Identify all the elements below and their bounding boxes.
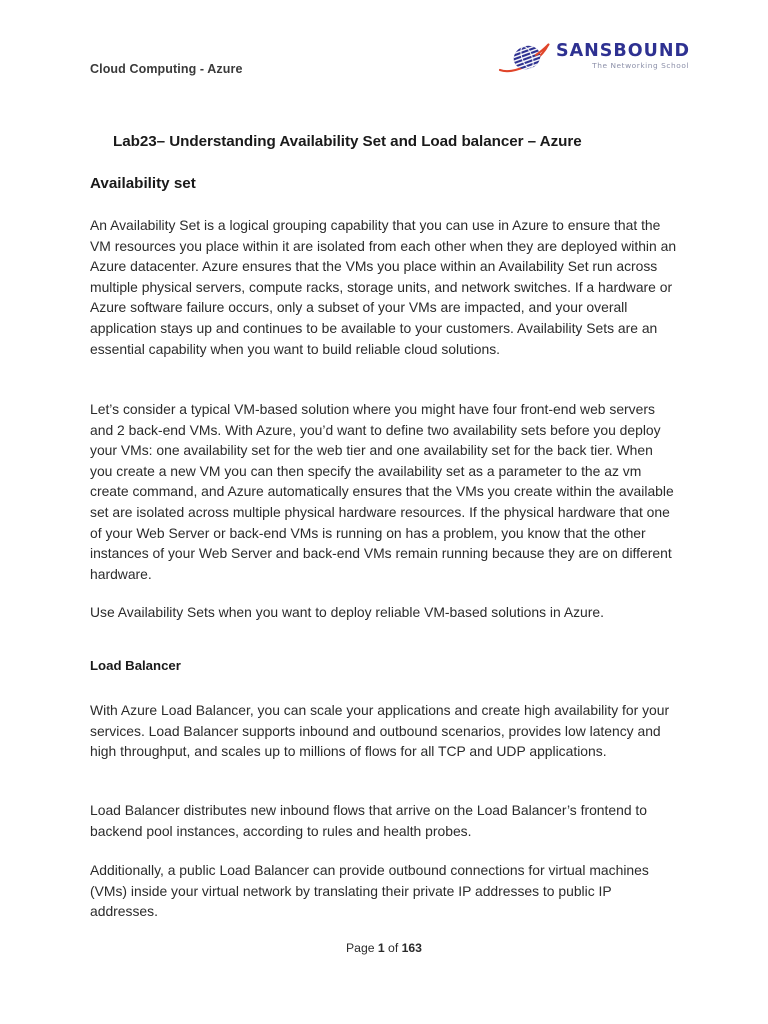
paragraph-availability-set-3: Use Availability Sets when you want to deploy reliable VM-based solutions in Azure. <box>90 604 604 620</box>
paragraph-availability-set-2: Let’s consider a typical VM-based solution where you might have four front-end web servers and 2 back-end VMs. With Azure, you’d want to define two availability sets before you deploy your VMs: one availability set for the web tier and one availability set for the back tier. When you create a new VM you can then specify the availability set as a parameter to the az vm create command, and Azure automatically ensures that the VMs you create within the available set are isolated across multiple physical hardware resources. If the physical hardware that one of your Web Server or back-end VMs is running on has a problem, you know that the other instances of your Web Server and back-end VMs remain running because they are on different hardware. <box>90 401 674 582</box>
logo-wordmark: SANSBOUND <box>556 41 690 61</box>
footer-middle: of <box>384 941 402 955</box>
paragraph-load-balancer-3: Additionally, a public Load Balancer can provide outbound connections for virtual machines (VMs) inside your virtual network by translating their private IP addresses to public IP addresses. <box>90 862 649 920</box>
page-footer <box>0 941 768 955</box>
footer-total-pages: 163 <box>401 941 422 955</box>
paragraph-availability-set-1: An Availability Set is a logical grouping capability that you can use in Azure to ensure that the VM resources you place within it are isolated from each other when they are deployed within an Azure datacenter. Azure ensures that the VMs you place within an Availability Set run across multiple physical servers, compute racks, storage units, and network switches. If a hardware or Azure software failure occurs, only a subset of your VMs are impacted, and your overall application stays up and continues to be available to your customers. Availability Sets are an essential capability when you want to build reliable cloud solutions. <box>90 217 677 357</box>
paragraph-load-balancer-1: With Azure Load Balancer, you can scale your applications and create high availability for your services. Load Balancer supports inbound and outbound scenarios, provides low latency and high throughput, and scales up to millions of flows for all TCP and UDP applications. <box>90 702 670 760</box>
course-label: Cloud Computing - Azure <box>90 62 243 76</box>
company-logo <box>498 42 690 78</box>
logo-tagline: The Networking School <box>592 61 689 70</box>
page-title: Lab23– Understanding Availability Set and Load balancer – Azure <box>113 133 582 150</box>
logo-text <box>554 42 690 71</box>
paragraph-load-balancer-2: Load Balancer distributes new inbound flows that arrive on the Load Balancer’s frontend to backend pool instances, according to rules and health probes. <box>90 802 648 839</box>
page-header <box>0 0 768 100</box>
sansbound-globe-logo-icon <box>498 43 552 73</box>
footer-prefix: Page <box>346 941 378 955</box>
heading-availability-set: Availability set <box>90 175 196 192</box>
footer-page-number: 1 <box>377 941 385 955</box>
heading-load-balancer: Load Balancer <box>90 658 181 673</box>
